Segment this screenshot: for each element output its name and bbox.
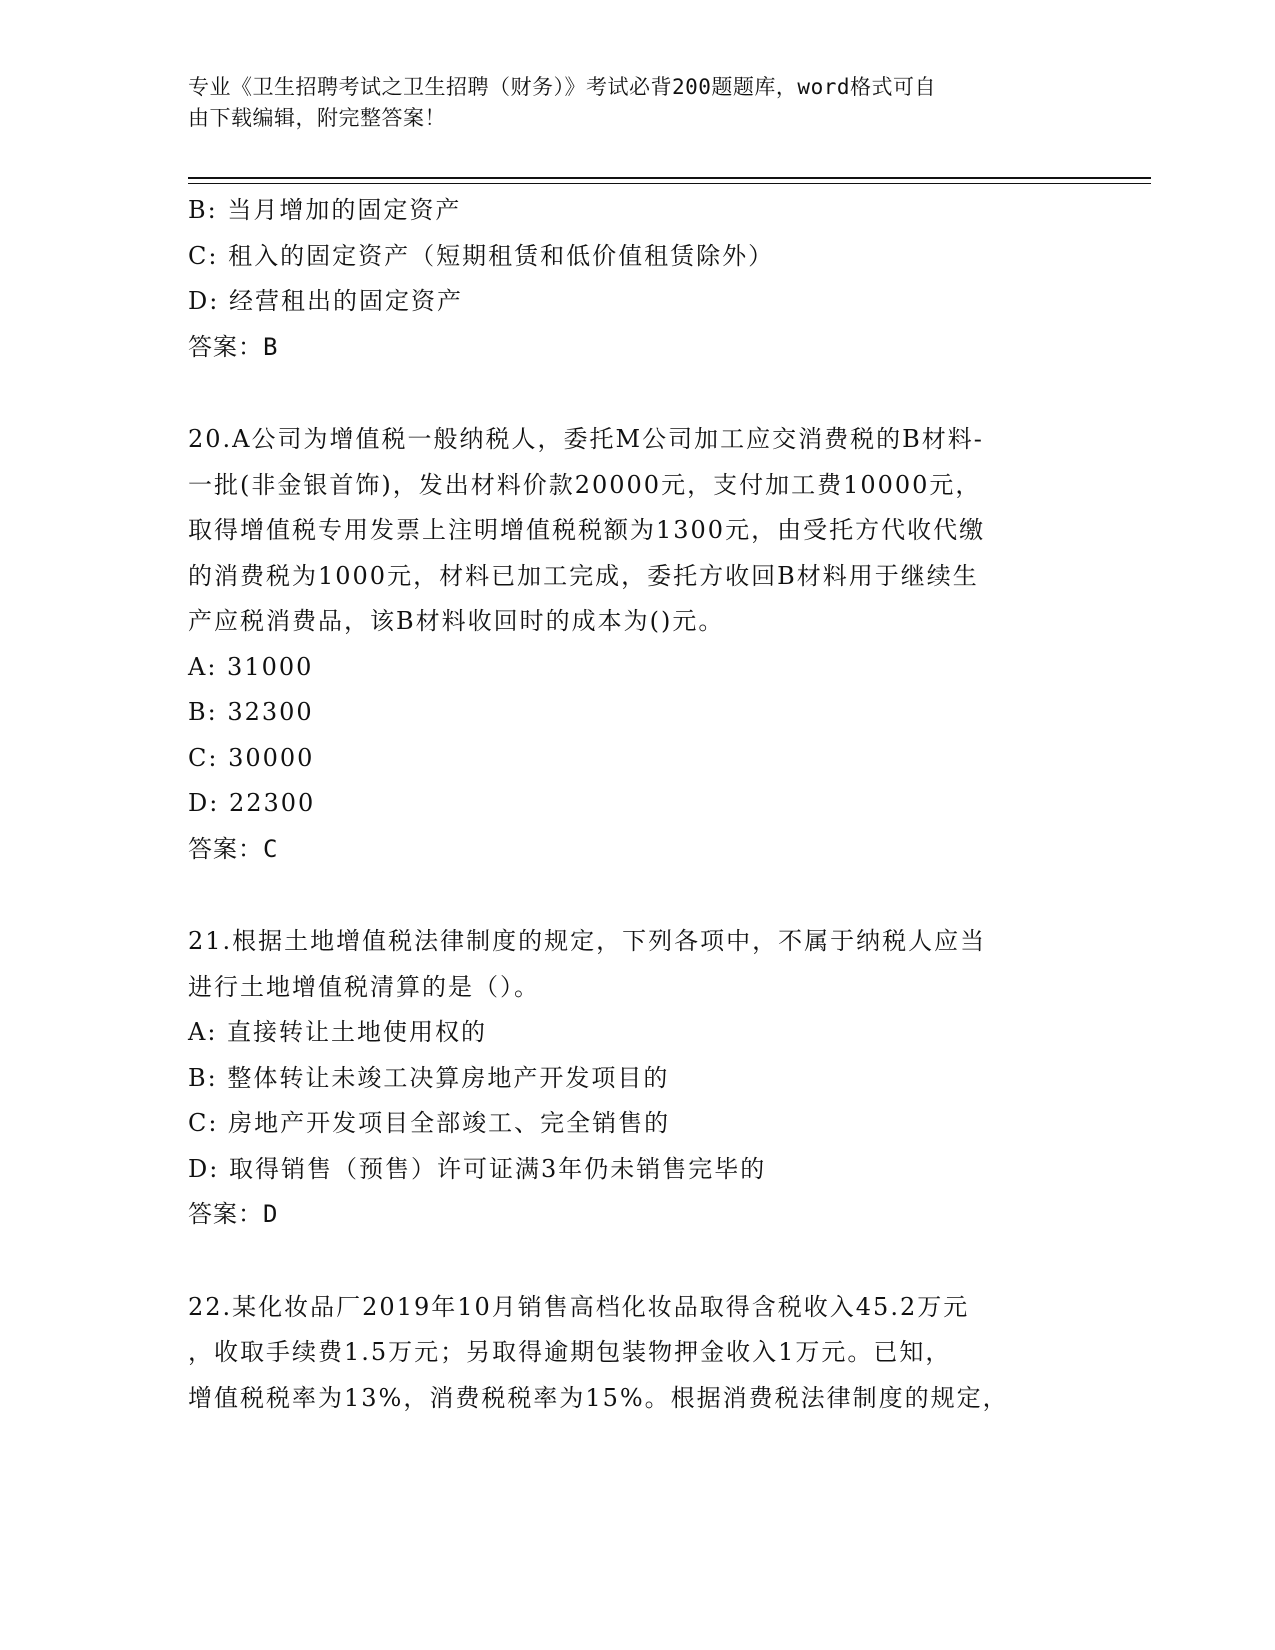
question-stem-line: 进行土地增值税清算的是（）。 xyxy=(188,972,540,1001)
option-b: B: 当月增加的固定资产 xyxy=(188,196,462,224)
question-stem-line: ，收取手续费1.5万元；另取得逾期包装物押金收入1万元。已知， xyxy=(188,1338,952,1366)
question-stem-line: 22.某化妆品厂2019年10月销售高档化妆品取得含税收入45.2万元 xyxy=(188,1292,970,1321)
option-d: D: 22300 xyxy=(188,789,316,817)
header-divider-thick xyxy=(188,177,1151,179)
option-c: C: 租入的固定资产（短期租赁和低价值租赁除外） xyxy=(188,241,775,270)
document-header xyxy=(188,72,1068,134)
header-divider-thin xyxy=(188,183,1151,184)
question-stem-line: 的消费税为1000元，材料已加工完成，委托方收回B材料用于继续生 xyxy=(188,561,979,590)
option-b: B: 整体转让未竣工决算房地产开发项目的 xyxy=(188,1063,670,1092)
option-c: C: 房地产开发项目全部竣工、完全销售的 xyxy=(188,1109,671,1137)
answer-line: 答案：B xyxy=(188,332,279,361)
spacer xyxy=(188,370,1088,417)
option-d: D: 取得销售（预售）许可证满3年仍未销售完毕的 xyxy=(188,1154,767,1183)
question-stem-line: 产应税消费品，该B材料收回时的成本为()元。 xyxy=(188,607,725,635)
option-d: D: 经营租出的固定资产 xyxy=(188,287,463,315)
option-b: B: 32300 xyxy=(188,698,314,726)
option-a: A: 31000 xyxy=(188,652,314,681)
header-line-1: 专业《卫生招聘考试之卫生招聘（财务）》考试必背200题题库，word格式可自 xyxy=(188,75,936,99)
spacer xyxy=(188,1238,1088,1285)
header-line-2: 由下载编辑，附完整答案！ xyxy=(188,106,446,130)
question-stem-line: 21.根据土地增值税法律制度的规定，下列各项中，不属于纳税人应当 xyxy=(188,927,987,955)
document-body xyxy=(188,188,1088,1421)
spacer xyxy=(188,872,1088,919)
question-21 xyxy=(188,919,1088,1238)
question-stem-line: 一批(非金银首饰)，发出材料价款20000元，支付加工费10000元， xyxy=(188,470,982,499)
option-c: C: 30000 xyxy=(188,743,315,772)
option-a: A: 直接转让土地使用权的 xyxy=(188,1018,488,1046)
question-stem-line: 取得增值税专用发票上注明增值税税额为1300元，由受托方代收代缴 xyxy=(188,516,986,544)
question-stem-line: 增值税税率为13%，消费税税率为15%。根据消费税法律制度的规定， xyxy=(188,1383,1009,1412)
answer-line: 答案：D xyxy=(188,1200,279,1228)
question-20 xyxy=(188,417,1088,872)
answer-line: 答案：C xyxy=(188,834,279,863)
question-stem-line: 20.A公司为增值税一般纳税人，委托M公司加工应交消费税的B材料- xyxy=(188,425,984,453)
question-22 xyxy=(188,1285,1088,1422)
question-19-tail xyxy=(188,188,1088,370)
